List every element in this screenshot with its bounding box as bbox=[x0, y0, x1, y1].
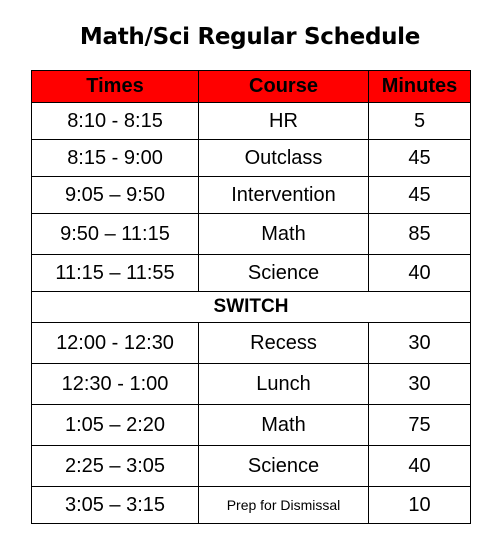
table-row bbox=[32, 487, 471, 524]
time-cell: 12:00 - 12:30 bbox=[32, 323, 199, 364]
course-cell: Outclass bbox=[199, 140, 369, 177]
minutes-cell: 45 bbox=[369, 140, 471, 177]
course-cell: Science bbox=[199, 446, 369, 487]
time-cell: 3:05 – 3:15 bbox=[32, 487, 199, 524]
time-cell: 12:30 - 1:00 bbox=[32, 364, 199, 405]
minutes-cell: 30 bbox=[369, 323, 471, 364]
minutes-cell: 45 bbox=[369, 177, 471, 214]
table-row bbox=[32, 323, 471, 364]
time-cell: 11:15 – 11:55 bbox=[32, 255, 199, 292]
course-cell: HR bbox=[199, 103, 369, 140]
time-cell: 9:05 – 9:50 bbox=[32, 177, 199, 214]
course-cell: Math bbox=[199, 214, 369, 255]
minutes-cell: 40 bbox=[369, 255, 471, 292]
schedule-table bbox=[31, 70, 471, 524]
time-cell: 1:05 – 2:20 bbox=[32, 405, 199, 446]
time-cell: 8:15 - 9:00 bbox=[32, 140, 199, 177]
course-cell: Math bbox=[199, 405, 369, 446]
minutes-cell: 40 bbox=[369, 446, 471, 487]
table-row bbox=[32, 255, 471, 292]
minutes-cell: 5 bbox=[369, 103, 471, 140]
time-cell: 8:10 - 8:15 bbox=[32, 103, 199, 140]
time-cell: 2:25 – 3:05 bbox=[32, 446, 199, 487]
course-cell: Lunch bbox=[199, 364, 369, 405]
table-row bbox=[32, 177, 471, 214]
table-row bbox=[32, 140, 471, 177]
minutes-cell: 75 bbox=[369, 405, 471, 446]
switch-label: SWITCH bbox=[32, 292, 471, 323]
course-cell: Intervention bbox=[199, 177, 369, 214]
header-minutes: Minutes bbox=[369, 71, 471, 103]
table-row bbox=[32, 214, 471, 255]
course-cell: Science bbox=[199, 255, 369, 292]
course-cell: Prep for Dismissal bbox=[199, 487, 369, 524]
table-row bbox=[32, 364, 471, 405]
table-row bbox=[32, 103, 471, 140]
time-cell: 9:50 – 11:15 bbox=[32, 214, 199, 255]
table-header-row bbox=[32, 71, 471, 103]
course-cell: Recess bbox=[199, 323, 369, 364]
minutes-cell: 10 bbox=[369, 487, 471, 524]
page-title: Math/Sci Regular Schedule bbox=[79, 24, 421, 50]
header-course: Course bbox=[199, 71, 369, 103]
table-row bbox=[32, 405, 471, 446]
switch-row bbox=[32, 292, 471, 323]
header-times: Times bbox=[32, 71, 199, 103]
minutes-cell: 85 bbox=[369, 214, 471, 255]
minutes-cell: 30 bbox=[369, 364, 471, 405]
table-row bbox=[32, 446, 471, 487]
